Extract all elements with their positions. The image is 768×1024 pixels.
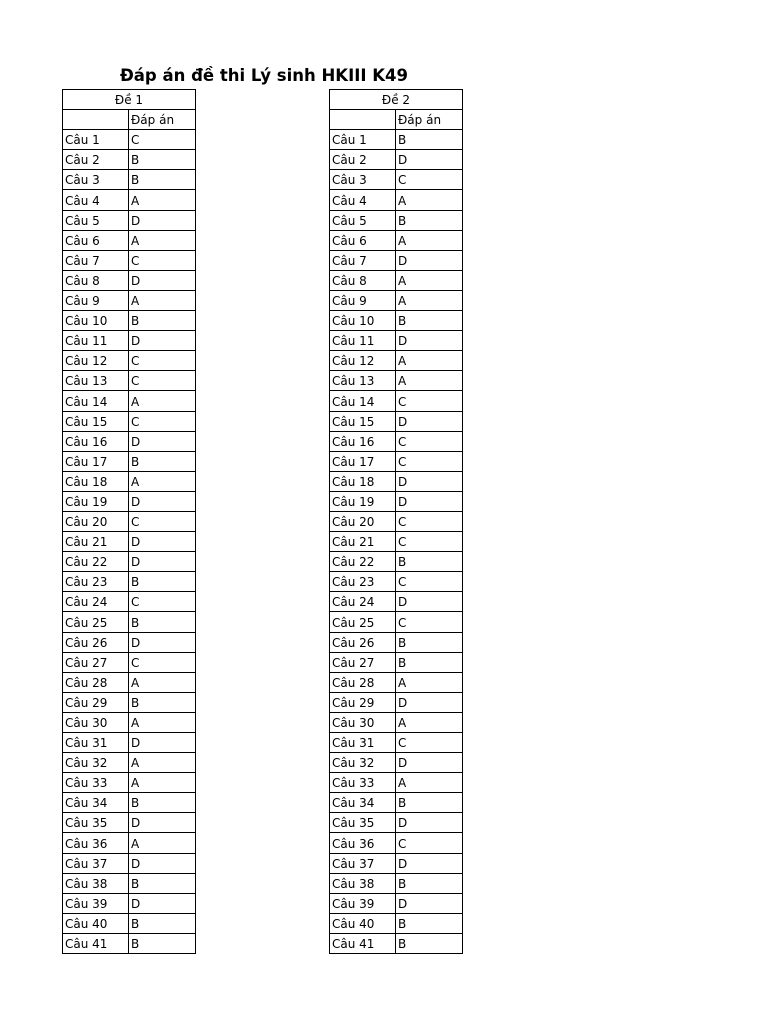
answer-row (330, 933, 463, 953)
answer-cell: C (396, 733, 463, 753)
answer-cell: B (129, 692, 196, 712)
question-cell: Câu 19 (330, 491, 396, 511)
answer-cell: D (396, 692, 463, 712)
answer-cell: C (129, 351, 196, 371)
answer-cell: A (129, 833, 196, 853)
answer-row (63, 170, 196, 190)
question-cell: Câu 36 (330, 833, 396, 853)
answer-cell: D (396, 592, 463, 612)
answer-row (63, 230, 196, 250)
question-cell: Câu 23 (63, 572, 129, 592)
column-header-row (330, 110, 463, 130)
question-cell: Câu 32 (63, 753, 129, 773)
answer-row (330, 150, 463, 170)
question-cell: Câu 1 (63, 130, 129, 150)
answer-cell: A (396, 712, 463, 732)
question-cell: Câu 19 (63, 491, 129, 511)
answer-row (330, 833, 463, 853)
answer-row (330, 190, 463, 210)
answer-row (63, 592, 196, 612)
answer-cell: C (396, 511, 463, 531)
answer-cell: C (129, 411, 196, 431)
question-cell: Câu 17 (330, 451, 396, 471)
answer-cell: B (129, 873, 196, 893)
answer-row (63, 511, 196, 531)
answer-row (63, 853, 196, 873)
answer-row (330, 290, 463, 310)
answer-cell: C (129, 592, 196, 612)
answer-row (330, 552, 463, 572)
answer-row (330, 511, 463, 531)
answer-row (330, 753, 463, 773)
question-cell: Câu 4 (63, 190, 129, 210)
question-cell: Câu 12 (63, 351, 129, 371)
answer-cell: B (396, 873, 463, 893)
answer-header-cell: Đáp án (396, 110, 463, 130)
question-cell: Câu 6 (330, 230, 396, 250)
answer-row (63, 371, 196, 391)
question-cell: Câu 21 (63, 532, 129, 552)
question-cell: Câu 7 (330, 250, 396, 270)
question-cell: Câu 28 (330, 672, 396, 692)
question-cell: Câu 9 (330, 290, 396, 310)
answer-cell: A (129, 773, 196, 793)
answer-row (63, 893, 196, 913)
answer-row (63, 190, 196, 210)
question-cell: Câu 1 (330, 130, 396, 150)
question-cell: Câu 11 (63, 331, 129, 351)
question-cell: Câu 2 (63, 150, 129, 170)
question-cell: Câu 5 (63, 210, 129, 230)
answer-cell: C (396, 833, 463, 853)
answer-cell: C (396, 572, 463, 592)
question-cell: Câu 5 (330, 210, 396, 230)
answer-row (330, 210, 463, 230)
answer-row (330, 712, 463, 732)
answer-cell: B (129, 913, 196, 933)
question-cell: Câu 39 (330, 893, 396, 913)
question-cell: Câu 8 (63, 270, 129, 290)
answer-cell: D (129, 893, 196, 913)
question-cell: Câu 25 (330, 612, 396, 632)
answer-cell: D (129, 491, 196, 511)
answer-cell: D (396, 813, 463, 833)
answer-cell: D (396, 853, 463, 873)
answer-cell: A (396, 230, 463, 250)
answer-cell: C (129, 371, 196, 391)
question-cell: Câu 18 (330, 471, 396, 491)
answer-row (330, 250, 463, 270)
answer-row (63, 873, 196, 893)
answer-cell: B (396, 632, 463, 652)
answer-row (63, 913, 196, 933)
answer-row (330, 672, 463, 692)
answer-row (63, 532, 196, 552)
answer-row (330, 351, 463, 371)
answer-cell: C (396, 451, 463, 471)
answer-row (330, 311, 463, 331)
question-cell: Câu 18 (63, 471, 129, 491)
answer-row (63, 210, 196, 230)
question-cell: Câu 35 (330, 813, 396, 833)
answer-row (63, 290, 196, 310)
answer-row (63, 150, 196, 170)
answer-cell: B (396, 913, 463, 933)
question-cell: Câu 20 (330, 511, 396, 531)
question-cell: Câu 29 (330, 692, 396, 712)
answer-cell: B (396, 311, 463, 331)
answer-cell: A (396, 371, 463, 391)
answer-cell: D (396, 753, 463, 773)
question-cell: Câu 37 (63, 853, 129, 873)
answer-row (63, 130, 196, 150)
question-cell: Câu 24 (63, 592, 129, 612)
answer-row (63, 351, 196, 371)
answer-cell: C (396, 391, 463, 411)
answer-row (330, 130, 463, 150)
answer-cell: C (396, 170, 463, 190)
question-cell: Câu 13 (63, 371, 129, 391)
question-cell: Câu 10 (330, 311, 396, 331)
answer-row (63, 572, 196, 592)
answer-row (330, 873, 463, 893)
question-cell: Câu 3 (63, 170, 129, 190)
question-cell: Câu 26 (330, 632, 396, 652)
answer-cell: D (129, 331, 196, 351)
question-cell: Câu 12 (330, 351, 396, 371)
answer-cell: B (396, 933, 463, 953)
answer-cell: B (129, 572, 196, 592)
question-cell: Câu 16 (330, 431, 396, 451)
answer-cell: B (129, 150, 196, 170)
question-cell: Câu 17 (63, 451, 129, 471)
answer-cell: D (129, 532, 196, 552)
question-cell: Câu 39 (63, 893, 129, 913)
answer-row (330, 893, 463, 913)
question-cell: Câu 24 (330, 592, 396, 612)
answer-row (330, 632, 463, 652)
answer-row (330, 411, 463, 431)
answer-row (330, 431, 463, 451)
question-cell: Câu 2 (330, 150, 396, 170)
answer-row (330, 331, 463, 351)
empty-header-cell (330, 110, 396, 130)
answer-cell: D (129, 853, 196, 873)
answer-cell: D (129, 733, 196, 753)
answer-row (330, 170, 463, 190)
answer-row (330, 913, 463, 933)
answer-row (63, 431, 196, 451)
question-cell: Câu 9 (63, 290, 129, 310)
answer-cell: C (396, 431, 463, 451)
exam-name-cell: Đề 1 (63, 90, 196, 110)
answer-cell: B (396, 793, 463, 813)
answer-cell: B (129, 793, 196, 813)
question-cell: Câu 13 (330, 371, 396, 391)
exam-1-answer-table (62, 89, 196, 954)
answer-cell: B (396, 210, 463, 230)
answer-cell: D (129, 270, 196, 290)
question-cell: Câu 31 (63, 733, 129, 753)
question-cell: Câu 3 (330, 170, 396, 190)
answer-row (63, 712, 196, 732)
exam-name-cell: Đề 2 (330, 90, 463, 110)
question-cell: Câu 40 (63, 913, 129, 933)
answer-cell: C (129, 652, 196, 672)
answer-cell: D (396, 250, 463, 270)
answer-row (63, 692, 196, 712)
answer-row (63, 491, 196, 511)
answer-cell: A (129, 230, 196, 250)
question-cell: Câu 15 (63, 411, 129, 431)
answer-cell: D (396, 893, 463, 913)
answer-row (63, 270, 196, 290)
question-cell: Câu 38 (63, 873, 129, 893)
question-cell: Câu 22 (330, 552, 396, 572)
answer-cell: C (129, 130, 196, 150)
answer-header-cell: Đáp án (129, 110, 196, 130)
answer-row (63, 753, 196, 773)
answer-cell: B (129, 451, 196, 471)
answer-cell: C (396, 612, 463, 632)
question-cell: Câu 31 (330, 733, 396, 753)
answer-cell: C (129, 250, 196, 270)
question-cell: Câu 32 (330, 753, 396, 773)
answer-row (63, 652, 196, 672)
answer-cell: D (396, 411, 463, 431)
question-cell: Câu 27 (330, 652, 396, 672)
answer-row (63, 813, 196, 833)
page-title: Đáp án đề thi Lý sinh HKIII K49 (119, 66, 409, 85)
answer-row (63, 451, 196, 471)
answer-row (330, 773, 463, 793)
question-cell: Câu 4 (330, 190, 396, 210)
question-cell: Câu 30 (63, 712, 129, 732)
empty-header-cell (63, 110, 129, 130)
answer-row (63, 612, 196, 632)
answer-row (63, 733, 196, 753)
question-cell: Câu 28 (63, 672, 129, 692)
question-cell: Câu 8 (330, 270, 396, 290)
question-cell: Câu 33 (330, 773, 396, 793)
answer-cell: B (129, 933, 196, 953)
answer-row (330, 793, 463, 813)
answer-cell: A (129, 672, 196, 692)
answer-cell: B (129, 612, 196, 632)
answer-cell: B (396, 552, 463, 572)
question-cell: Câu 11 (330, 331, 396, 351)
answer-cell: A (129, 190, 196, 210)
question-cell: Câu 21 (330, 532, 396, 552)
exam-2-answer-table (329, 89, 463, 954)
answer-row (63, 391, 196, 411)
answer-cell: D (129, 431, 196, 451)
answer-cell: C (396, 532, 463, 552)
answer-cell: D (129, 632, 196, 652)
question-cell: Câu 6 (63, 230, 129, 250)
answer-row (63, 331, 196, 351)
answer-row (330, 491, 463, 511)
answer-row (63, 552, 196, 572)
question-cell: Câu 33 (63, 773, 129, 793)
question-cell: Câu 41 (63, 933, 129, 953)
answer-row (330, 391, 463, 411)
answer-row (330, 451, 463, 471)
answer-row (63, 833, 196, 853)
answer-row (63, 411, 196, 431)
answer-cell: D (396, 471, 463, 491)
question-cell: Câu 30 (330, 712, 396, 732)
question-cell: Câu 20 (63, 511, 129, 531)
question-cell: Câu 29 (63, 692, 129, 712)
question-cell: Câu 36 (63, 833, 129, 853)
answer-row (330, 572, 463, 592)
answer-row (330, 471, 463, 491)
answer-cell: B (129, 170, 196, 190)
question-cell: Câu 23 (330, 572, 396, 592)
answer-row (330, 592, 463, 612)
answer-row (330, 612, 463, 632)
answer-row (63, 773, 196, 793)
answer-cell: D (396, 491, 463, 511)
answer-row (330, 692, 463, 712)
answer-row (63, 672, 196, 692)
answer-row (63, 933, 196, 953)
answer-cell: A (396, 672, 463, 692)
answer-cell: B (396, 130, 463, 150)
question-cell: Câu 41 (330, 933, 396, 953)
exam-header-row (330, 90, 463, 110)
question-cell: Câu 15 (330, 411, 396, 431)
question-cell: Câu 35 (63, 813, 129, 833)
question-cell: Câu 7 (63, 250, 129, 270)
answer-cell: D (129, 210, 196, 230)
question-cell: Câu 37 (330, 853, 396, 873)
answer-cell: A (396, 773, 463, 793)
answer-cell: A (129, 290, 196, 310)
question-cell: Câu 16 (63, 431, 129, 451)
answer-row (330, 270, 463, 290)
answer-row (330, 733, 463, 753)
answer-row (63, 250, 196, 270)
answer-cell: A (129, 471, 196, 491)
question-cell: Câu 10 (63, 311, 129, 331)
answer-cell: A (129, 712, 196, 732)
answer-cell: B (396, 652, 463, 672)
answer-cell: D (129, 813, 196, 833)
question-cell: Câu 22 (63, 552, 129, 572)
question-cell: Câu 34 (63, 793, 129, 813)
answer-row (63, 793, 196, 813)
answer-cell: A (396, 351, 463, 371)
answer-cell: D (396, 331, 463, 351)
answer-row (330, 371, 463, 391)
answer-cell: D (129, 552, 196, 572)
answer-row (330, 853, 463, 873)
answer-row (330, 532, 463, 552)
answer-row (63, 311, 196, 331)
question-cell: Câu 38 (330, 873, 396, 893)
answer-cell: D (396, 150, 463, 170)
answer-cell: B (129, 311, 196, 331)
answer-cell: A (396, 190, 463, 210)
answer-cell: A (396, 290, 463, 310)
answer-cell: C (129, 511, 196, 531)
answer-row (330, 652, 463, 672)
answer-cell: A (396, 270, 463, 290)
question-cell: Câu 27 (63, 652, 129, 672)
answer-cell: A (129, 753, 196, 773)
answer-cell: A (129, 391, 196, 411)
question-cell: Câu 34 (330, 793, 396, 813)
question-cell: Câu 14 (330, 391, 396, 411)
column-header-row (63, 110, 196, 130)
answer-row (63, 632, 196, 652)
exam-header-row (63, 90, 196, 110)
question-cell: Câu 14 (63, 391, 129, 411)
answer-row (330, 230, 463, 250)
question-cell: Câu 40 (330, 913, 396, 933)
question-cell: Câu 26 (63, 632, 129, 652)
question-cell: Câu 25 (63, 612, 129, 632)
answer-row (63, 471, 196, 491)
answer-row (330, 813, 463, 833)
